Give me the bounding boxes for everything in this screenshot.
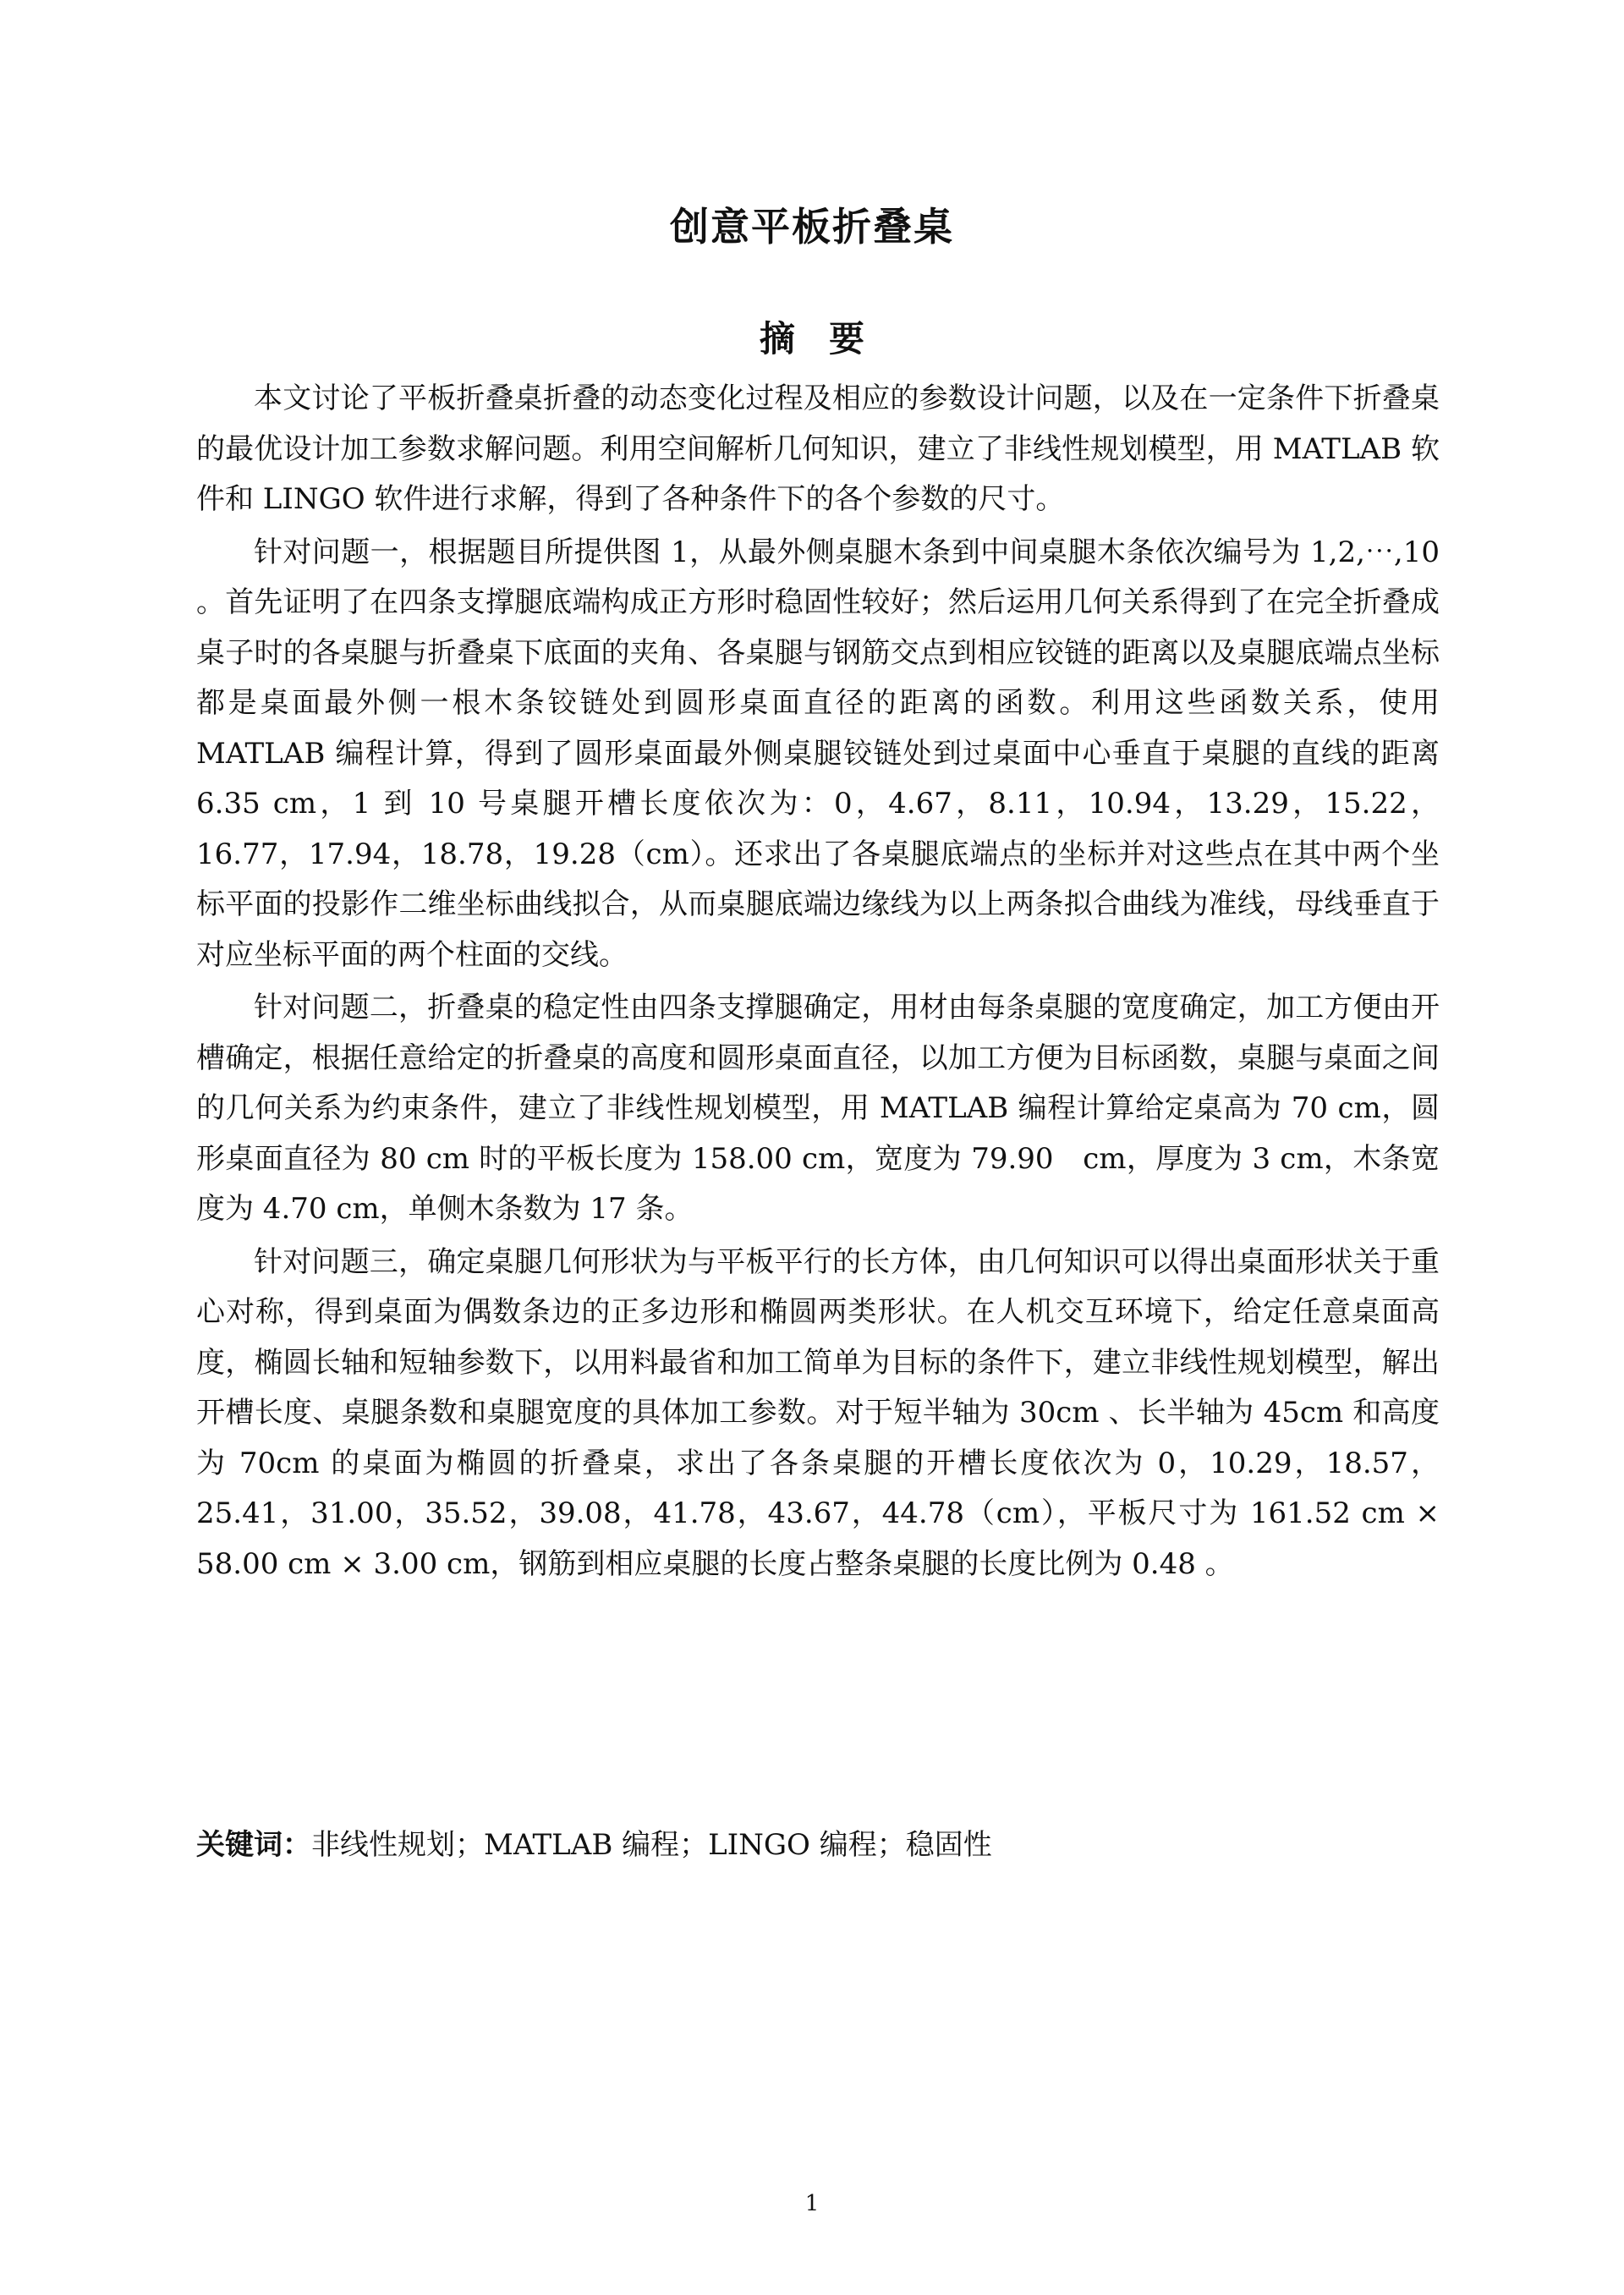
abstract-paragraph-problem-2: 针对问题二，折叠桌的稳定性由四条支撑腿确定，用材由每条桌腿的宽度确定，加工方便由开槽确定，根据任意给定的折叠桌的高度和圆形桌面直径，以加工方便为目标函数，桌腿与桌面之间的几何关系为约束条件，建立了非线性规划模型，用 MATLAB 编程计算给定桌高为 70 cm，圆形桌面直径为 80 cm 时的平板长度为 158.00 cm，宽度为 79.90 cm，厚度为 3 cm，木条宽度为 4.70 cm，单侧木条数为 17 条。 (196, 991, 1440, 1226)
abstract-heading: 摘要 (759, 318, 898, 360)
keywords-text: 非线性规划；MATLAB 编程；LINGO 编程；稳固性 (311, 1828, 992, 1862)
keywords-line (196, 1820, 1440, 1870)
abstract-body (196, 374, 1440, 1592)
paper-title: 创意平板折叠桌 (670, 204, 954, 250)
abstract-paragraph-intro: 本文讨论了平板折叠桌折叠的动态变化过程及相应的参数设计问题，以及在一定条件下折叠桌的最优设计加工参数求解问题。利用空间解析几何知识，建立了非线性规划模型，用 MATLAB 软件和 LINGO 软件进行求解，得到了各种条件下的各个参数的尺寸。 (196, 382, 1440, 516)
page-number: 1 (804, 2191, 820, 2216)
abstract-paragraph-problem-1: 针对问题一，根据题目所提供图 1，从最外侧桌腿木条到中间桌腿木条依次编号为 1,2,⋯,10 。首先证明了在四条支撑腿底端构成正方形时稳固性较好；然后运用几何关系得到了在完全折叠成桌子时的各桌腿与折叠桌下底面的夹角、各桌腿与钢筋交点到相应铰链的距离以及桌腿底端点坐标都是桌面最外侧一根木条铰链处到圆形桌面直径的距离的函数。利用这些函数关系，使用 MATLAB 编程计算，得到了圆形桌面最外侧桌腿铰链处到过桌面中心垂直于桌腿的直线的距离 6.35 cm，1 到 10 号桌腿开槽长度依次为：0，4.67，8.11，10.94，13.29，15.22，16.77，17.94，18.78，19.28（cm）。还求出了各桌腿底端点的坐标并对这些点在其中两个坐标平面的投影作二维坐标曲线拟合，从而桌腿底端边缘线为以上两条拟合曲线为准线，母线垂直于对应坐标平面的两个柱面的交线。 (196, 535, 1440, 972)
abstract-paragraph-problem-3: 针对问题三，确定桌腿几何形状为与平板平行的长方体，由几何知识可以得出桌面形状关于重心对称，得到桌面为偶数条边的正多边形和椭圆两类形状。在人机交互环境下，给定任意桌面高度，椭圆长轴和短轴参数下，以用料最省和加工简单为目标的条件下，建立非线性规划模型，解出开槽长度、桌腿条数和桌腿宽度的具体加工参数。对于短半轴为 30cm 、长半轴为 45cm 和高度为 70cm 的桌面为椭圆的折叠桌，求出了各条桌腿的开槽长度依次为 0，10.29，18.57，25.41，31.00，35.52，39.08，41.78，43.67，44.78（cm），平板尺寸为 161.52 cm × 58.00 cm × 3.00 cm，钢筋到相应桌腿的长度占整条桌腿的长度比例为 0.48 。 (196, 1244, 1440, 1581)
keywords-label: 关键词： (196, 1828, 311, 1862)
